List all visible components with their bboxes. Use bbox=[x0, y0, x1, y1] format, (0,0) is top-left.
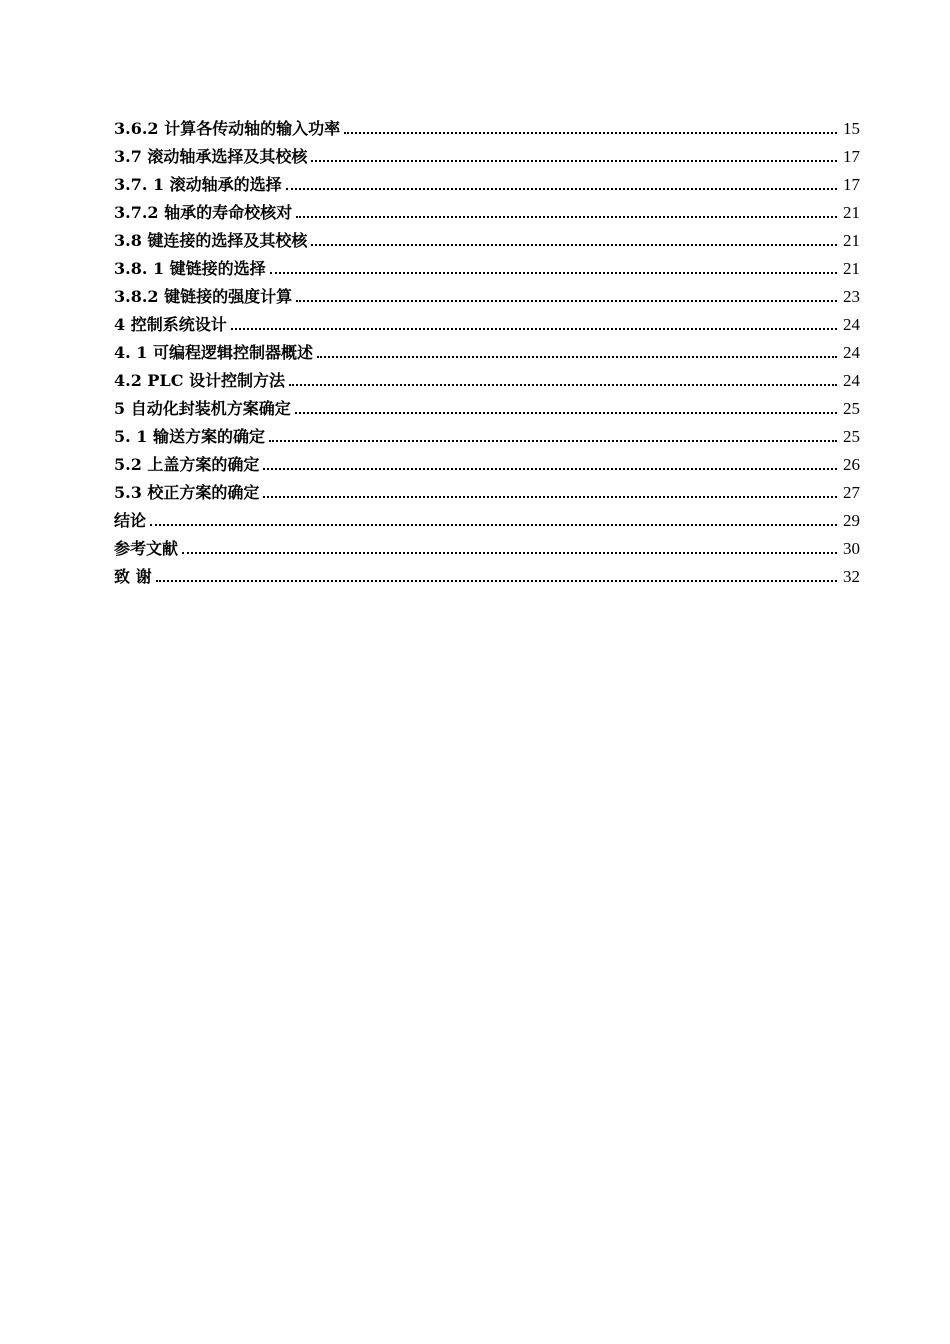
toc-entry-page: 21 bbox=[843, 203, 860, 222]
toc-dot-leader bbox=[296, 300, 837, 302]
toc-entry-title: 3.7 滚动轴承选择及其校核 bbox=[114, 147, 308, 166]
toc-entry-page: 26 bbox=[843, 455, 860, 474]
toc-dot-leader bbox=[311, 244, 837, 246]
toc-entry-title: 结论 bbox=[114, 511, 147, 530]
toc-entry bbox=[114, 395, 860, 423]
toc-entry bbox=[114, 115, 860, 143]
toc-entry-page: 24 bbox=[843, 315, 860, 334]
toc-entry bbox=[114, 367, 860, 395]
toc-entry-page: 25 bbox=[843, 399, 860, 418]
toc-dot-leader bbox=[289, 384, 837, 386]
toc-entry-page: 21 bbox=[843, 231, 860, 250]
toc-dot-leader bbox=[231, 328, 837, 330]
toc-entry-title: 5 自动化封装机方案确定 bbox=[114, 399, 291, 418]
toc-entry-page: 25 bbox=[843, 427, 860, 446]
toc-entry bbox=[114, 255, 860, 283]
toc-dot-leader bbox=[150, 524, 837, 526]
toc-entry-title: 3.7.2 轴承的寿命校核对 bbox=[114, 203, 293, 222]
toc-dot-leader bbox=[296, 216, 837, 218]
toc-entry-page: 30 bbox=[843, 539, 860, 558]
toc-entry bbox=[114, 339, 860, 367]
toc-entry-title: 3.8 键连接的选择及其校核 bbox=[114, 231, 308, 250]
toc-entry bbox=[114, 423, 860, 451]
toc-entry-page: 32 bbox=[843, 567, 860, 586]
table-of-contents bbox=[114, 115, 860, 591]
toc-entry-page: 24 bbox=[843, 371, 860, 390]
toc-entry-title: 3.8.2 键链接的强度计算 bbox=[114, 287, 293, 306]
toc-entry-title: 3.6.2 计算各传动轴的输入功率 bbox=[114, 119, 341, 138]
toc-dot-leader bbox=[270, 272, 837, 274]
toc-entry bbox=[114, 311, 860, 339]
toc-entry-title: 致 谢 bbox=[114, 567, 152, 586]
toc-entry bbox=[114, 143, 860, 171]
toc-dot-leader bbox=[295, 412, 837, 414]
toc-entry bbox=[114, 535, 860, 563]
toc-entry-page: 27 bbox=[843, 483, 860, 502]
toc-entry-page: 17 bbox=[843, 175, 860, 194]
toc-entry bbox=[114, 227, 860, 255]
toc-entry-title: 5. 1 输送方案的确定 bbox=[114, 427, 265, 446]
toc-dot-leader bbox=[311, 160, 837, 162]
toc-entry-page: 23 bbox=[843, 287, 860, 306]
toc-dot-leader bbox=[286, 188, 837, 190]
toc-entry-title: 参考文献 bbox=[114, 539, 179, 558]
toc-entry-page: 29 bbox=[843, 511, 860, 530]
toc-entry bbox=[114, 563, 860, 591]
toc-entry-page: 24 bbox=[843, 343, 860, 362]
toc-entry bbox=[114, 283, 860, 311]
toc-entry-page: 15 bbox=[843, 119, 860, 138]
toc-entry bbox=[114, 507, 860, 535]
toc-dot-leader bbox=[182, 552, 837, 554]
toc-dot-leader bbox=[156, 580, 837, 582]
toc-dot-leader bbox=[344, 132, 837, 134]
toc-entry-title: 3.7. 1 滚动轴承的选择 bbox=[114, 175, 282, 194]
toc-entry-title: 4. 1 可编程逻辑控制器概述 bbox=[114, 343, 313, 362]
toc-entry-title: 4.2 PLC 设计控制方法 bbox=[114, 371, 285, 390]
toc-entry-title: 5.3 校正方案的确定 bbox=[114, 483, 260, 502]
toc-dot-leader bbox=[263, 496, 837, 498]
toc-entry-title: 4 控制系统设计 bbox=[114, 315, 227, 334]
toc-entry bbox=[114, 451, 860, 479]
toc-entry bbox=[114, 479, 860, 507]
toc-dot-leader bbox=[269, 440, 837, 442]
toc-entry bbox=[114, 199, 860, 227]
toc-entry bbox=[114, 171, 860, 199]
toc-entry-page: 17 bbox=[843, 147, 860, 166]
toc-entry-title: 3.8. 1 键链接的选择 bbox=[114, 259, 266, 278]
toc-dot-leader bbox=[317, 356, 837, 358]
toc-dot-leader bbox=[263, 468, 837, 470]
toc-entry-title: 5.2 上盖方案的确定 bbox=[114, 455, 260, 474]
toc-entry-page: 21 bbox=[843, 259, 860, 278]
